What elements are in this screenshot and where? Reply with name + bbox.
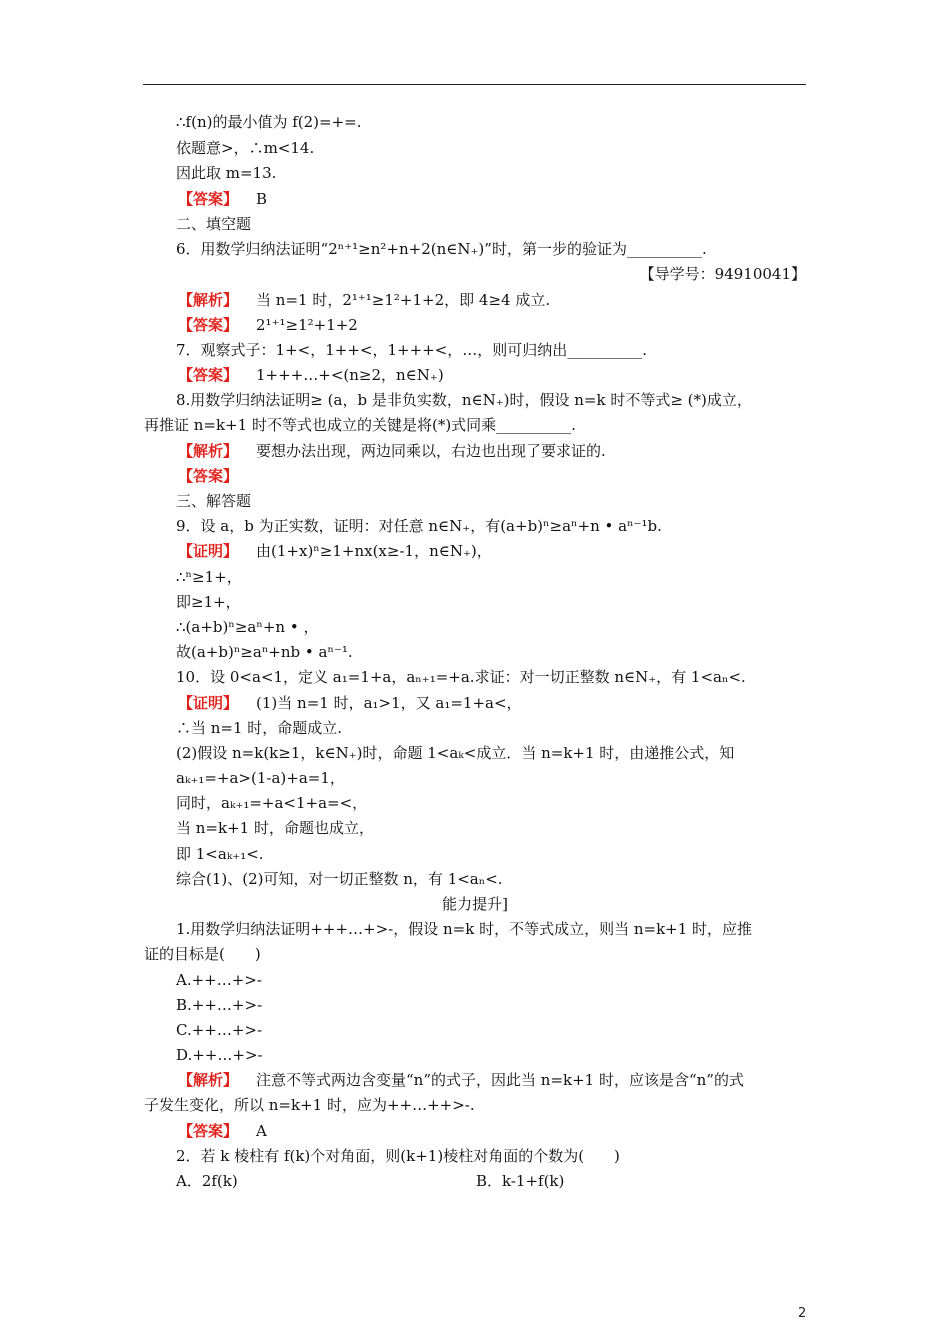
line-text: 2¹⁺¹≥1²+1+2 bbox=[256, 316, 358, 334]
text-line bbox=[176, 139, 314, 157]
line-text: A bbox=[256, 1122, 267, 1140]
text-line bbox=[176, 769, 345, 787]
text-line bbox=[144, 945, 261, 963]
line-text: 综合(1)、(2)可知，对一切正整数 n，有 1<aₙ<. bbox=[176, 870, 503, 888]
line-text: C.++…+>- bbox=[176, 1021, 263, 1039]
text-line bbox=[176, 819, 374, 837]
line-text: 能力提升] bbox=[442, 895, 508, 913]
text-line bbox=[176, 618, 318, 636]
line-text: 三、解答题 bbox=[176, 492, 252, 510]
text-line bbox=[144, 416, 576, 434]
line-text: ∴(a+b)ⁿ≥aⁿ+n • ， bbox=[176, 618, 319, 636]
line-text: 8.用数学归纳法证明≥ (a，b 是非负实数，n∈N₊)时，假设 n=k 时不等式≥ (*)成立， bbox=[176, 391, 752, 409]
text-line bbox=[176, 794, 367, 812]
text-line bbox=[176, 593, 241, 611]
answer-label: 【答案】 bbox=[178, 467, 239, 485]
text-line bbox=[176, 164, 276, 182]
text-line bbox=[176, 643, 353, 661]
line-text: 1.用数学归纳法证明+++…+>-，假设 n=k 时，不等式成立，则当 n=k+1 时，应推 bbox=[176, 920, 753, 938]
text-line bbox=[176, 870, 503, 888]
text-line-with-label bbox=[178, 190, 267, 208]
line-text: ∴当 n=1 时，命题成立. bbox=[176, 719, 343, 737]
line-text: D.++…+>- bbox=[176, 1046, 263, 1064]
line-text: 依题意>，∴m<14. bbox=[176, 139, 315, 157]
text-line bbox=[176, 845, 264, 863]
line-text: 注意不等式两边含变量“n”的式子，因此当 n=k+1 时，应该是含“n”的式 bbox=[256, 1071, 744, 1089]
text-line bbox=[176, 996, 262, 1014]
line-text: 同时，aₖ₊₁=+a<1+a=<， bbox=[176, 794, 368, 812]
line-text: A．2f(k) bbox=[176, 1172, 238, 1190]
answer-label: 【答案】 bbox=[178, 366, 239, 384]
text-line-with-label bbox=[178, 442, 606, 460]
line-text: 即 1<aₖ₊₁<. bbox=[176, 845, 264, 863]
line-text: 要想办法出现，两边同乘以，右边也出现了要求证的. bbox=[256, 442, 606, 460]
text-line-with-label bbox=[178, 291, 550, 309]
line-text: 故(a+b)ⁿ≥aⁿ+nb • aⁿ⁻¹. bbox=[176, 643, 353, 661]
text-line-with-label bbox=[178, 1071, 744, 1089]
line-text: B bbox=[256, 190, 268, 208]
answer-label: 【解析】 bbox=[178, 442, 239, 460]
text-line bbox=[176, 971, 262, 989]
line-text: ∴f(n)的最小值为 f(2)=+=. bbox=[176, 113, 362, 131]
text-line bbox=[176, 1172, 238, 1190]
line-text: 因此取 m=13. bbox=[176, 164, 277, 182]
text-line bbox=[176, 920, 752, 938]
line-text: 10．设 0<a<1，定义 a₁=1+a，aₙ₊₁=+a.求证：对一切正整数 n∈N₊，有 1<aₙ<. bbox=[176, 668, 746, 686]
text-line bbox=[176, 1046, 263, 1064]
line-text: ∴ⁿ≥1+， bbox=[176, 568, 242, 586]
text-line-with-label bbox=[178, 316, 358, 334]
line-text: (2)假设 n=k(k≥1，k∈N₊)时，命题 1<aₖ<成立．当 n=k+1 时，由递推公式，知 bbox=[176, 744, 735, 762]
text-line bbox=[176, 744, 734, 762]
line-text: 1+++…+<(n≥2，n∈N₊) bbox=[256, 366, 444, 384]
text-line bbox=[176, 1147, 620, 1165]
page-number: 2 bbox=[798, 1306, 807, 1321]
answer-label: 【解析】 bbox=[178, 291, 239, 309]
text-line bbox=[176, 568, 242, 586]
line-text: 证的目标是( ) bbox=[144, 945, 261, 963]
line-text: 6．用数学归纳法证明“2ⁿ⁺¹≥n²+n+2(n∈N₊)”时，第一步的验证为__________. bbox=[176, 240, 707, 258]
line-text: 再推证 n=k+1 时不等式也成立的关键是将(*)式同乘__________. bbox=[144, 416, 576, 434]
answer-label: 【解析】 bbox=[178, 1071, 239, 1089]
text-line bbox=[176, 391, 752, 409]
line-text: 7．观察式子：1+<，1++<，1+++<，…，则可归纳出__________. bbox=[176, 341, 648, 359]
answer-label: 【答案】 bbox=[178, 1122, 239, 1140]
line-text: A.++…+>- bbox=[176, 971, 262, 989]
text-line bbox=[176, 668, 746, 686]
line-text: B．k-1+f(k) bbox=[476, 1172, 565, 1190]
text-line-with-label bbox=[178, 366, 444, 384]
text-line bbox=[176, 517, 662, 535]
answer-label: 【答案】 bbox=[178, 190, 239, 208]
text-line bbox=[176, 1021, 262, 1039]
text-line bbox=[640, 265, 806, 283]
text-line bbox=[144, 1096, 475, 1114]
text-line bbox=[0, 895, 950, 913]
line-text: 2．若 k 棱柱有 f(k)个对角面，则(k+1)棱柱对角面的个数为( ) bbox=[176, 1147, 620, 1165]
line-text: 由(1+x)ⁿ≥1+nx(x≥-1，n∈N₊)， bbox=[256, 542, 492, 560]
line-text: 即≥1+， bbox=[176, 593, 241, 611]
line-text: 二、填空题 bbox=[176, 215, 252, 233]
text-line bbox=[176, 215, 251, 233]
line-text: 【导学号：94910041】 bbox=[639, 265, 806, 283]
line-text: (1)当 n=1 时，a₁>1，又 a₁=1+a<， bbox=[256, 694, 522, 712]
text-line bbox=[176, 492, 251, 510]
text-line-with-label bbox=[178, 542, 492, 560]
text-line-with-label bbox=[178, 467, 256, 485]
text-line bbox=[176, 240, 707, 258]
line-text: aₖ₊₁=+a>(1-a)+a=1， bbox=[176, 769, 345, 787]
line-text: 9．设 a，b 为正实数，证明：对任意 n∈N₊，有(a+b)ⁿ≥aⁿ+n • aⁿ⁻¹b. bbox=[176, 517, 662, 535]
answer-label: 【证明】 bbox=[178, 694, 239, 712]
answer-label: 【答案】 bbox=[178, 316, 239, 334]
text-line-with-label bbox=[178, 694, 522, 712]
text-line bbox=[176, 113, 362, 131]
text-line bbox=[176, 719, 342, 737]
line-text: 当 n=k+1 时，命题也成立， bbox=[176, 819, 374, 837]
line-text: 当 n=1 时，2¹⁺¹≥1²+1+2，即 4≥4 成立. bbox=[256, 291, 551, 309]
line-text: 子发生变化，所以 n=k+1 时，应为++…++>-. bbox=[144, 1096, 475, 1114]
text-line-with-label bbox=[178, 1122, 267, 1140]
line-text: B.++…+>- bbox=[176, 996, 263, 1014]
text-line bbox=[476, 1172, 564, 1190]
answer-label: 【证明】 bbox=[178, 542, 239, 560]
text-line bbox=[176, 341, 647, 359]
